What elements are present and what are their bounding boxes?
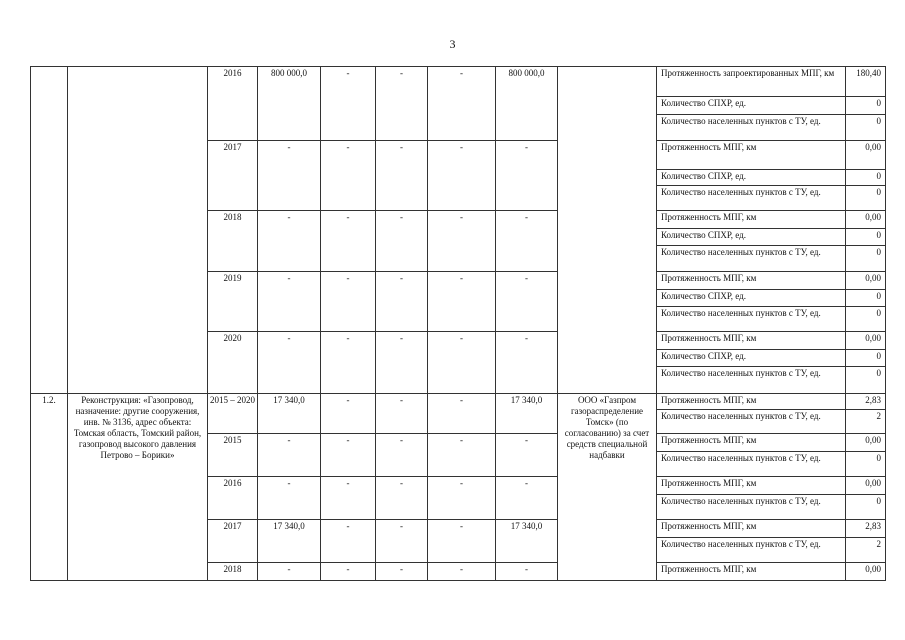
value-cell: -: [257, 210, 321, 272]
value-cell: -: [427, 140, 496, 211]
year-cell: 2016: [207, 476, 258, 520]
group1-name-cell: [67, 66, 208, 394]
indicator-value: 0: [845, 245, 886, 272]
indicator-value: 0,00: [845, 476, 886, 495]
value-cell: -: [495, 433, 558, 477]
value-cell: -: [375, 271, 428, 332]
value-cell: -: [320, 393, 376, 434]
group1-executor-cell: [557, 66, 657, 394]
indicator-label: Протяженность запроектированных МПГ, км: [656, 66, 846, 97]
value-cell: -: [427, 433, 496, 477]
indicator-label: Протяженность МПГ, км: [656, 562, 846, 581]
indicator-value: 0: [845, 169, 886, 186]
indicator-label: Количество СПХР, ед.: [656, 96, 846, 115]
indicator-value: 0: [845, 349, 886, 367]
value-cell: 800 000,0: [495, 66, 558, 141]
indicator-label: Количество населенных пунктов с ТУ, ед.: [656, 409, 846, 434]
indicator-value: 2: [845, 537, 886, 563]
indicator-label: Количество населенных пунктов с ТУ, ед.: [656, 185, 846, 211]
value-cell: -: [257, 331, 321, 394]
value-cell: -: [375, 66, 428, 141]
indicator-value: 2,83: [845, 519, 886, 538]
value-cell: -: [320, 271, 376, 332]
indicator-value: 0,00: [845, 210, 886, 229]
value-cell: -: [257, 562, 321, 581]
value-cell: -: [495, 331, 558, 394]
value-cell: -: [257, 271, 321, 332]
indicator-value: 0,00: [845, 562, 886, 581]
value-cell: -: [257, 433, 321, 477]
value-cell: -: [375, 476, 428, 520]
value-cell: 800 000,0: [257, 66, 321, 141]
value-cell: -: [427, 210, 496, 272]
indicator-label: Количество СПХР, ед.: [656, 289, 846, 307]
indicator-label: Количество населенных пунктов с ТУ, ед.: [656, 114, 846, 141]
indicator-label: Количество населенных пунктов с ТУ, ед.: [656, 494, 846, 520]
value-cell: -: [375, 210, 428, 272]
value-cell: 17 340,0: [495, 393, 558, 434]
value-cell: -: [375, 433, 428, 477]
indicator-value: 2: [845, 409, 886, 434]
indicator-value: 0: [845, 306, 886, 332]
indicator-label: Протяженность МПГ, км: [656, 393, 846, 410]
value-cell: -: [320, 210, 376, 272]
page-number: 3: [449, 37, 456, 51]
indicator-value: 0: [845, 494, 886, 520]
value-cell: -: [427, 393, 496, 434]
group2-name-cell: Реконструкция: «Газопровод, назначение: другие сооружения, инв. № 3136, адрес объекта: Томская область, Томский район, газопровод высокого давления Петрово – Борики»: [67, 393, 208, 581]
indicator-label: Количество населенных пунктов с ТУ, ед.: [656, 245, 846, 272]
year-cell: 2019: [207, 271, 258, 332]
indicator-value: 0,00: [845, 271, 886, 290]
indicator-value: 0: [845, 451, 886, 477]
year-cell: 2018: [207, 562, 258, 581]
year-cell: 2016: [207, 66, 258, 141]
indicator-value: 0: [845, 185, 886, 211]
value-cell: -: [427, 271, 496, 332]
indicator-label: Количество СПХР, ед.: [656, 228, 846, 246]
value-cell: -: [320, 519, 376, 563]
indicator-value: 0: [845, 289, 886, 307]
value-cell: -: [375, 519, 428, 563]
value-cell: 17 340,0: [257, 519, 321, 563]
value-cell: -: [375, 140, 428, 211]
value-cell: 17 340,0: [495, 519, 558, 563]
value-cell: -: [375, 562, 428, 581]
indicator-label: Протяженность МПГ, км: [656, 210, 846, 229]
year-cell: 2017: [207, 519, 258, 563]
year-cell: 2015: [207, 433, 258, 477]
indicator-label: Количество СПХР, ед.: [656, 349, 846, 367]
value-cell: -: [495, 562, 558, 581]
indicator-label: Протяженность МПГ, км: [656, 271, 846, 290]
indicator-label: Количество СПХР, ед.: [656, 169, 846, 186]
indicator-value: 2,83: [845, 393, 886, 410]
value-cell: -: [427, 562, 496, 581]
value-cell: -: [320, 433, 376, 477]
indicator-value: 0: [845, 228, 886, 246]
indicator-label: Количество населенных пунктов с ТУ, ед.: [656, 451, 846, 477]
year-cell: 2018: [207, 210, 258, 272]
group2-executor-cell: ООО «Газпром газораспределение Томск» (по согласованию) за счет средств специальной надбавки: [557, 393, 657, 581]
indicator-value: 0,00: [845, 140, 886, 170]
year-cell: 2020: [207, 331, 258, 394]
indicator-value: 0,00: [845, 433, 886, 452]
indicator-label: Количество населенных пунктов с ТУ, ед.: [656, 537, 846, 563]
value-cell: -: [320, 476, 376, 520]
indicator-value: 0: [845, 114, 886, 141]
indicator-label: Протяженность МПГ, км: [656, 331, 846, 350]
value-cell: -: [375, 393, 428, 434]
value-cell: -: [495, 210, 558, 272]
value-cell: 17 340,0: [257, 393, 321, 434]
indicator-label: Протяженность МПГ, км: [656, 476, 846, 495]
value-cell: -: [320, 66, 376, 141]
indicator-value: 180,40: [845, 66, 886, 97]
indicator-label: Количество населенных пунктов с ТУ, ед.: [656, 306, 846, 332]
value-cell: -: [320, 140, 376, 211]
value-cell: -: [427, 331, 496, 394]
value-cell: -: [427, 66, 496, 141]
value-cell: -: [495, 476, 558, 520]
group2-number-cell: 1.2.: [30, 393, 68, 581]
indicator-label: Протяженность МПГ, км: [656, 140, 846, 170]
value-cell: -: [257, 140, 321, 211]
indicator-value: 0,00: [845, 331, 886, 350]
indicator-value: 0: [845, 366, 886, 394]
indicator-value: 0: [845, 96, 886, 115]
value-cell: -: [427, 519, 496, 563]
year-cell: 2017: [207, 140, 258, 211]
indicator-label: Протяженность МПГ, км: [656, 519, 846, 538]
indicator-label: Протяженность МПГ, км: [656, 433, 846, 452]
value-cell: -: [320, 562, 376, 581]
value-cell: -: [495, 140, 558, 211]
value-cell: -: [375, 331, 428, 394]
indicator-label: Количество населенных пунктов с ТУ, ед.: [656, 366, 846, 394]
group1-number-cell: [30, 66, 68, 394]
value-cell: -: [495, 271, 558, 332]
value-cell: -: [320, 331, 376, 394]
year-cell: 2015 – 2020: [207, 393, 258, 434]
value-cell: -: [257, 476, 321, 520]
value-cell: -: [427, 476, 496, 520]
